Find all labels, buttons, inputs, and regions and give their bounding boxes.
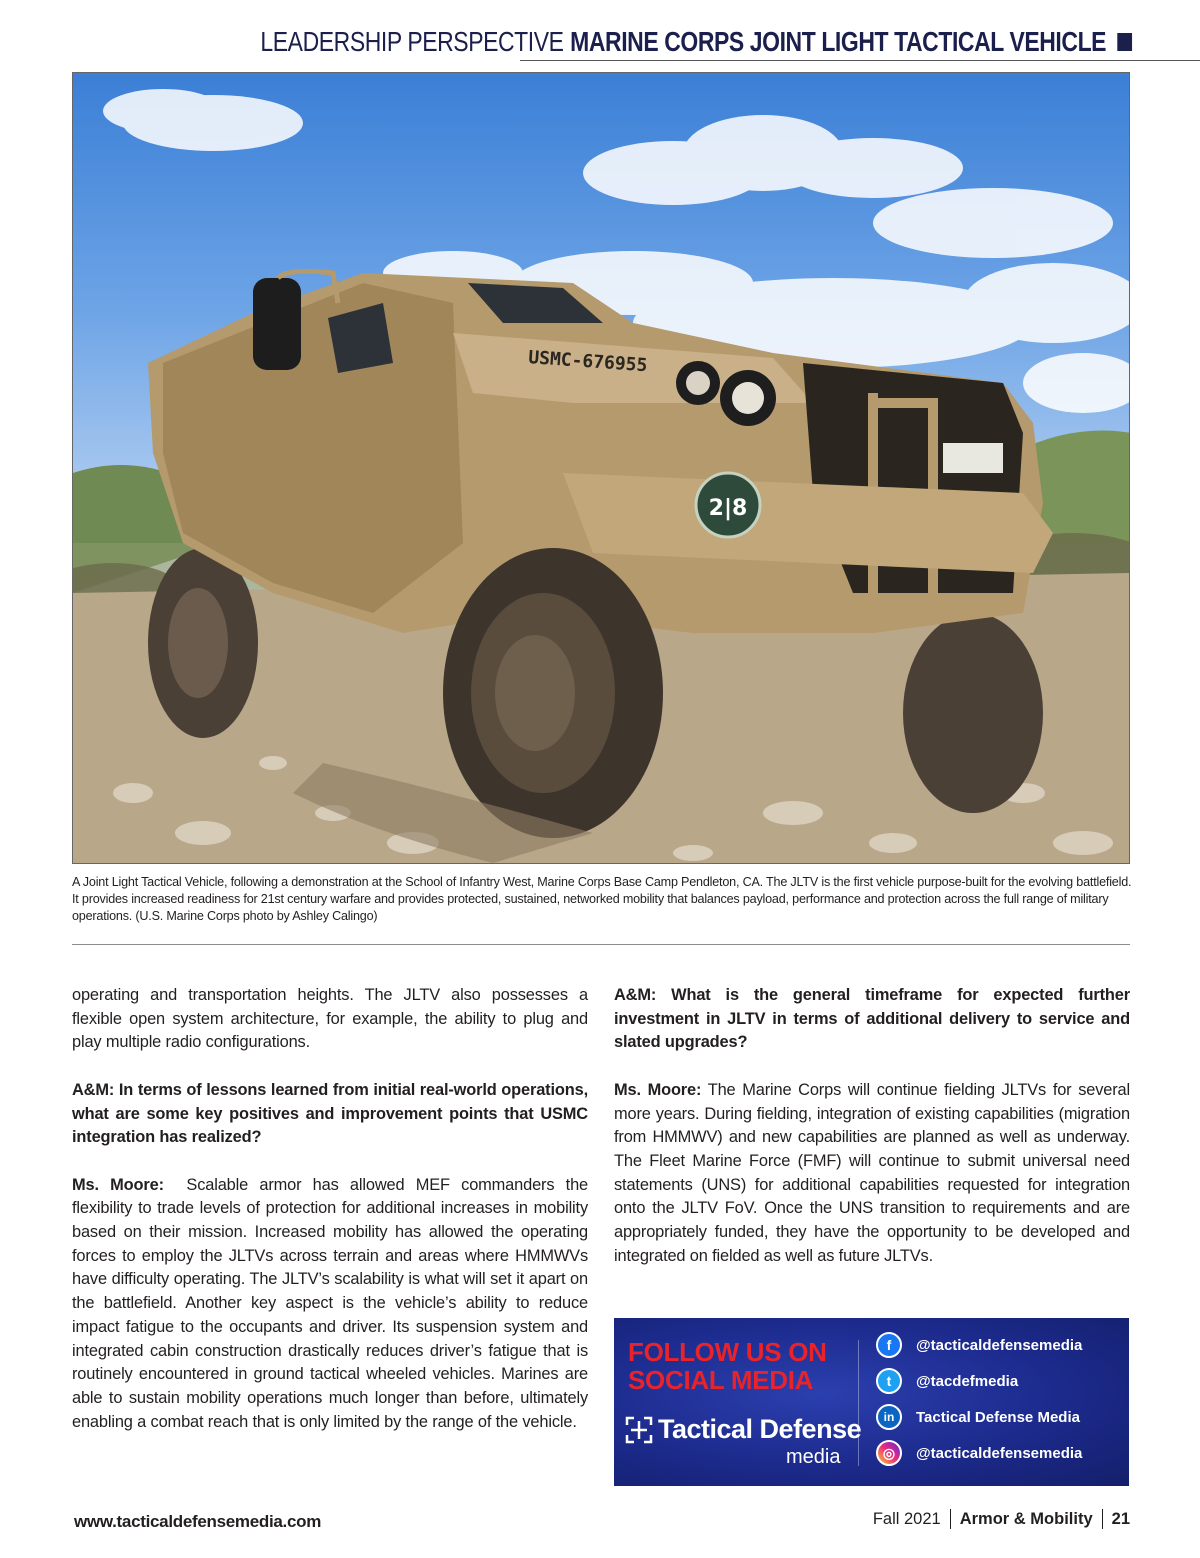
social-handle: Tactical Defense Media: [916, 1408, 1080, 1426]
social-handle: @tacticaldefensemedia: [916, 1444, 1083, 1462]
twitter-icon: t: [876, 1368, 902, 1394]
rear-wheel: [148, 548, 258, 738]
answer-text: Scalable armor has allowed MEF commanders the flexibility to trade levels of protection for additional increases in mobility based on their mission. Increased mobility has allowed the operating forces to employ the JLTVs across terrain and areas where HMMWVs have difficulty operating. The JLTV’s scalability is what will set it apart on the battlefield. Another key aspect is the vehicle’s ability to reduce impact fatigue to the occupants and driver. Its suspension system and integrated cabin construction drastically reduces driver’s fatigue that is routinely encountered in ground tactical wheeled vehicles. Marines are able to sustain mobility operations much longer than before, ultimately enabling a combat reach that is only limited by the range of the vehicle.: [72, 1175, 588, 1431]
social-link-instagram[interactable]: [876, 1440, 1082, 1466]
paragraph: operating and transportation heights. The JLTV also possesses a flexible open system architecture, for example, the ability to plug and play multiple radio configurations.: [72, 986, 588, 1052]
footer-folio: [873, 1509, 1130, 1529]
social-link-linkedin[interactable]: [876, 1404, 1080, 1430]
ad-brand-sub: media: [786, 1446, 841, 1468]
interview-answer: [72, 1174, 588, 1435]
right-front-wheel: [903, 613, 1043, 813]
ad-divider: [858, 1340, 859, 1466]
interview-answer: [614, 1079, 1130, 1269]
footer-url-link[interactable]: www.tacticaldefensemedia.com: [74, 1512, 322, 1531]
side-mirror: [253, 278, 301, 370]
photo-caption: A Joint Light Tactical Vehicle, following a demonstration at the School of Infantry West, Marine Corps Base Camp Pendleton, CA. The JLTV is the first vehicle purpose-built for the evolving battlefield. It provides increased readiness for 21st century warfare and provides protected, sustained, networked mobility that balances payload, performance and protection across the full range of military operations. (U.S. Marine Corps photo by Ashley Calingo): [72, 875, 1132, 923]
interview-question: A&M: In terms of lessons learned from initial real-world operations, what are some key positives and improvement points that USMC integration has realized?: [72, 1080, 588, 1147]
header-topic: MARINE CORPS JOINT LIGHT TACTICAL VEHICLE: [569, 26, 1106, 57]
answer-text: The Marine Corps will continue fielding JLTVs for several more years. During fielding, integration of existing capabilities (migration from HMMWV) and new capabilities are planned as well as underway. The Fleet Marine Force (FMF) will continue to submit universal need statements (UNS) for additional capabilities requested for integration onto the JLTV FoV. Once the UNS transition to requirements and are appropriately funded, they have the opportunity to be developed and integrated on fielded as well as future JLTVs.: [614, 1080, 1130, 1265]
social-link-facebook[interactable]: [876, 1332, 1082, 1358]
social-media-ad[interactable]: [614, 1318, 1129, 1486]
instagram-icon: ◎: [876, 1440, 902, 1466]
running-header: [260, 26, 1132, 58]
jltv-illustration: [73, 73, 1130, 864]
tdm-logo-icon: [624, 1415, 654, 1445]
ad-brand: [624, 1414, 861, 1445]
speaker-name: Ms. Moore:: [614, 1080, 702, 1099]
issue-date: Fall 2021: [872, 1509, 941, 1528]
article-column-right: [614, 984, 1130, 1292]
social-link-twitter[interactable]: [876, 1368, 1018, 1394]
page-number: 21: [1111, 1509, 1130, 1528]
publication-name: Armor & Mobility: [959, 1509, 1093, 1528]
jltv-photo: [72, 72, 1130, 864]
interview-question: A&M: What is the general timeframe for expected further investment in JLTV in terms of additional delivery to service and slated upgrades?: [614, 986, 1130, 1052]
facebook-icon: f: [876, 1332, 902, 1358]
vehicle-id-marking: USMC-676955: [527, 347, 649, 377]
social-handle: @tacticaldefensemedia: [916, 1336, 1083, 1354]
caption-rule: [72, 944, 1130, 945]
linkedin-icon: in: [876, 1404, 902, 1430]
badge-number: 2|8: [708, 496, 748, 521]
article-column-left: [72, 984, 588, 1458]
ad-headline: FOLLOW US ON SOCIAL MEDIA: [628, 1337, 827, 1395]
header-square-icon: [1117, 33, 1132, 51]
social-handle: @tacdefmedia: [916, 1372, 1019, 1390]
header-section: LEADERSHIP PERSPECTIVE: [260, 26, 564, 57]
ad-brand-name: Tactical Defense: [658, 1414, 862, 1444]
left-front-wheel: [443, 548, 663, 838]
header-rule: [520, 60, 1200, 61]
speaker-name: Ms. Moore:: [72, 1175, 164, 1194]
footer-separator: [950, 1509, 951, 1529]
footer-separator: [1102, 1509, 1103, 1529]
